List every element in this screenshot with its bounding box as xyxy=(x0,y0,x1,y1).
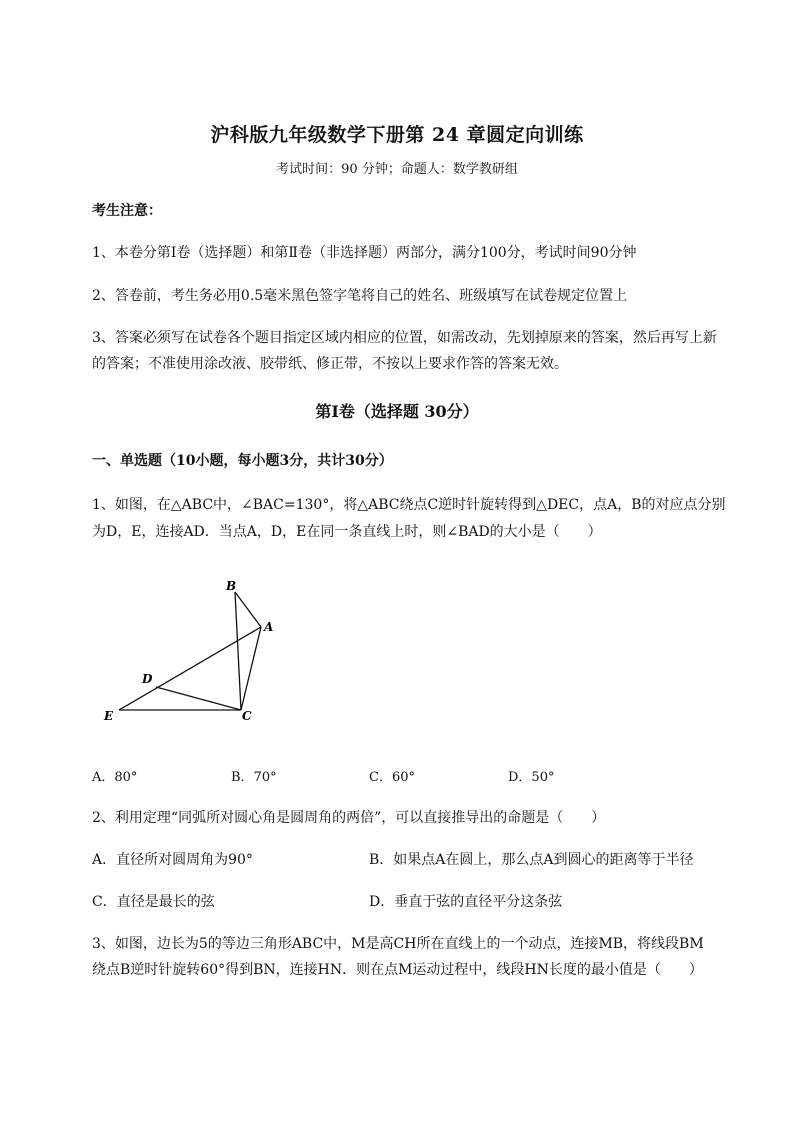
q3-text-line2: 绕点B逆时针旋转60°得到BN，连接HN．则在点M运动过程中，线段HN长度的最小值是（ ） xyxy=(92,962,703,978)
q1-figure-geometry xyxy=(100,572,280,727)
notice-heading: 考生注意： xyxy=(92,203,162,219)
q1-text-line2: 为D，E，连接AD．当点A，D，E在同一条直线上时，则∠BAD的大小是（ ） xyxy=(92,524,602,540)
q2-option-a[interactable]: A．直径所对圆周角为90° xyxy=(92,852,253,868)
label-A: A xyxy=(264,620,274,634)
label-E: E xyxy=(104,709,114,723)
q2-option-d[interactable]: D．垂直于弦的直径平分这条弦 xyxy=(369,894,563,910)
q1-option-d[interactable]: D．50° xyxy=(508,770,555,785)
notice-item-3: 3、答案必须写在试卷各个题目指定区域内相应的位置，如需改动，先划掉原来的答案，然后再写上新 xyxy=(92,330,717,346)
exam-subtitle: 考试时间：90 分钟；命题人：数学教研组 xyxy=(276,162,518,177)
section-title: 第Ⅰ卷（选择题 30分） xyxy=(315,402,479,421)
notice-item-3-cont: 的答案；不准使用涂改液、胶带纸、修正带，不按以上要求作答的答案无效。 xyxy=(92,356,568,372)
q2-option-c[interactable]: C．直径是最长的弦 xyxy=(92,894,215,910)
label-B: B xyxy=(226,579,237,593)
q2-option-b[interactable]: B．如果点A在圆上，那么点A到圆心的距离等于半径 xyxy=(369,852,694,868)
q3-text-line1: 3、如图，边长为5的等边三角形ABC中，M是高CH所在直线上的一个动点，连接MB，将线段BM xyxy=(92,936,704,952)
label-D: D xyxy=(142,672,153,686)
q2-text-line1: 2、利用定理“同弧所对圆心角是圆周角的两倍”，可以直接推导出的命题是（ ） xyxy=(92,810,606,826)
q1-option-c[interactable]: C．60° xyxy=(369,770,415,785)
exam-title: 沪科版九年级数学下册第 24 章圆定向训练 xyxy=(210,124,584,146)
label-C: C xyxy=(242,709,252,723)
q1-text-line1: 1、如图，在△ABC中，∠BAC=130°，将△ABC绕点C逆时针旋转得到△DEC，点A，B的对应点分别 xyxy=(92,497,726,513)
notice-item-1: 1、本卷分第Ⅰ卷（选择题）和第Ⅱ卷（非选择题）两部分，满分100分，考试时间90分钟 xyxy=(92,245,637,261)
q1-option-b[interactable]: B．70° xyxy=(231,770,277,785)
part-heading: 一、单选题（10小题，每小题3分，共计30分） xyxy=(92,453,393,469)
notice-item-2: 2、答卷前，考生务必用0.5毫米黑色签字笔将自己的姓名、班级填写在试卷规定位置上 xyxy=(92,288,628,304)
q1-option-a[interactable]: A．80° xyxy=(92,770,138,785)
